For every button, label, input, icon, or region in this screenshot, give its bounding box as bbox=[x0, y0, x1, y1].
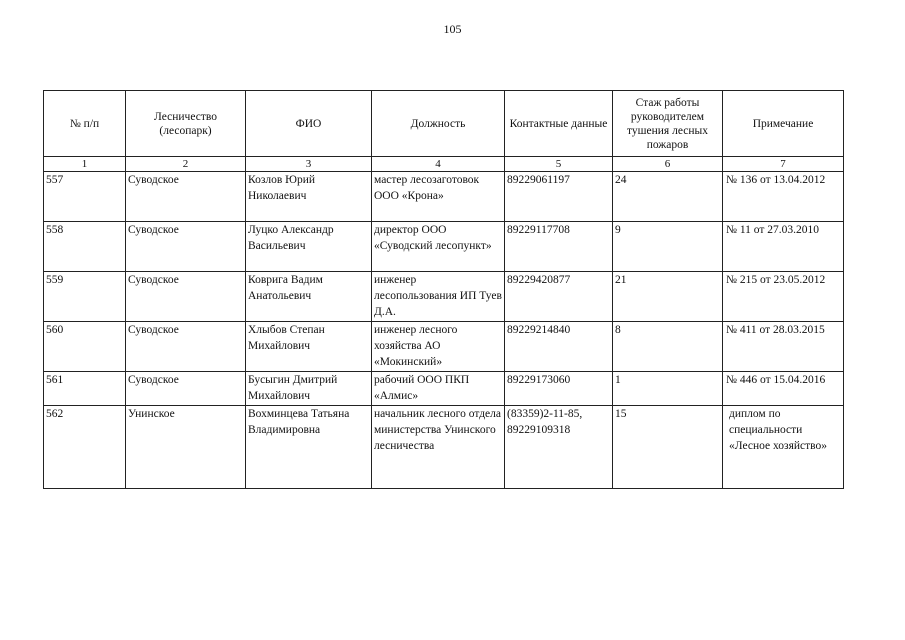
column-number: 5 bbox=[505, 157, 613, 172]
column-number: 1 bbox=[44, 157, 126, 172]
cell-forestry: Суводское bbox=[126, 172, 246, 222]
cell-experience: 9 bbox=[613, 222, 723, 272]
cell-position: мастер лесозаготовок ООО «Крона» bbox=[372, 172, 505, 222]
cell-position: инженер лесного хозяйства АО «Мокинский» bbox=[372, 322, 505, 372]
table-row bbox=[44, 172, 844, 222]
cell-full-name: Луцко Александр Васильевич bbox=[246, 222, 372, 272]
cell-position: начальник лесного отдела министерства Унинского лесничества bbox=[372, 406, 505, 489]
column-number: 4 bbox=[372, 157, 505, 172]
column-number-row bbox=[44, 157, 844, 172]
cell-note: № 446 от 15.04.2016 bbox=[723, 372, 844, 406]
cell-full-name: Козлов Юрий Николаевич bbox=[246, 172, 372, 222]
cell-row-number: 560 bbox=[44, 322, 126, 372]
cell-position: директор ООО «Суводский лесопункт» bbox=[372, 222, 505, 272]
cell-note: № 215 от 23.05.2012 bbox=[723, 272, 844, 322]
header-full-name: ФИО bbox=[246, 91, 372, 157]
cell-forestry: Унинское bbox=[126, 406, 246, 489]
cell-experience: 8 bbox=[613, 322, 723, 372]
header-forestry: Лесничество (лесопарк) bbox=[126, 91, 246, 157]
cell-note: № 11 от 27.03.2010 bbox=[723, 222, 844, 272]
table-row bbox=[44, 406, 844, 489]
cell-contacts: 89229420877 bbox=[505, 272, 613, 322]
cell-full-name: Вохминцева Татьяна Владимировна bbox=[246, 406, 372, 489]
cell-experience: 15 bbox=[613, 406, 723, 489]
cell-note: № 411 от 28.03.2015 bbox=[723, 322, 844, 372]
table-row bbox=[44, 272, 844, 322]
cell-experience: 1 bbox=[613, 372, 723, 406]
table-row bbox=[44, 372, 844, 406]
table-row bbox=[44, 322, 844, 372]
cell-full-name: Коврига Вадим Анатольевич bbox=[246, 272, 372, 322]
cell-forestry: Суводское bbox=[126, 372, 246, 406]
cell-contacts: 89229117708 bbox=[505, 222, 613, 272]
cell-contacts: 89229214840 bbox=[505, 322, 613, 372]
cell-note: диплом по специальности «Лесное хозяйство» bbox=[723, 406, 844, 489]
cell-contacts: 89229173060 bbox=[505, 372, 613, 406]
cell-forestry: Суводское bbox=[126, 272, 246, 322]
page-number: 105 bbox=[443, 22, 462, 36]
table-header-row bbox=[44, 91, 844, 157]
cell-full-name: Бусыгин Дмитрий Михайлович bbox=[246, 372, 372, 406]
header-position: Должность bbox=[372, 91, 505, 157]
cell-full-name: Хлыбов Степан Михайлович bbox=[246, 322, 372, 372]
header-contacts: Контактные данные bbox=[505, 91, 613, 157]
firefighting-leaders-table bbox=[43, 90, 844, 489]
cell-position: рабочий ООО ПКП «Алмис» bbox=[372, 372, 505, 406]
cell-experience: 21 bbox=[613, 272, 723, 322]
cell-position: инженер лесопользования ИП Туев Д.А. bbox=[372, 272, 505, 322]
cell-row-number: 559 bbox=[44, 272, 126, 322]
cell-row-number: 557 bbox=[44, 172, 126, 222]
cell-forestry: Суводское bbox=[126, 322, 246, 372]
header-experience: Стаж работы руководителем тушения лесных пожаров bbox=[613, 91, 723, 157]
cell-note: № 136 от 13.04.2012 bbox=[723, 172, 844, 222]
column-number: 6 bbox=[613, 157, 723, 172]
column-number: 7 bbox=[723, 157, 844, 172]
column-number: 3 bbox=[246, 157, 372, 172]
cell-row-number: 561 bbox=[44, 372, 126, 406]
cell-contacts: 89229061197 bbox=[505, 172, 613, 222]
header-row-number: № п/п bbox=[44, 91, 126, 157]
cell-contacts: (83359)2-11-85, 89229109318 bbox=[505, 406, 613, 489]
cell-row-number: 558 bbox=[44, 222, 126, 272]
cell-row-number: 562 bbox=[44, 406, 126, 489]
column-number: 2 bbox=[126, 157, 246, 172]
header-note: Примечание bbox=[723, 91, 844, 157]
cell-forestry: Суводское bbox=[126, 222, 246, 272]
table-row bbox=[44, 222, 844, 272]
cell-experience: 24 bbox=[613, 172, 723, 222]
